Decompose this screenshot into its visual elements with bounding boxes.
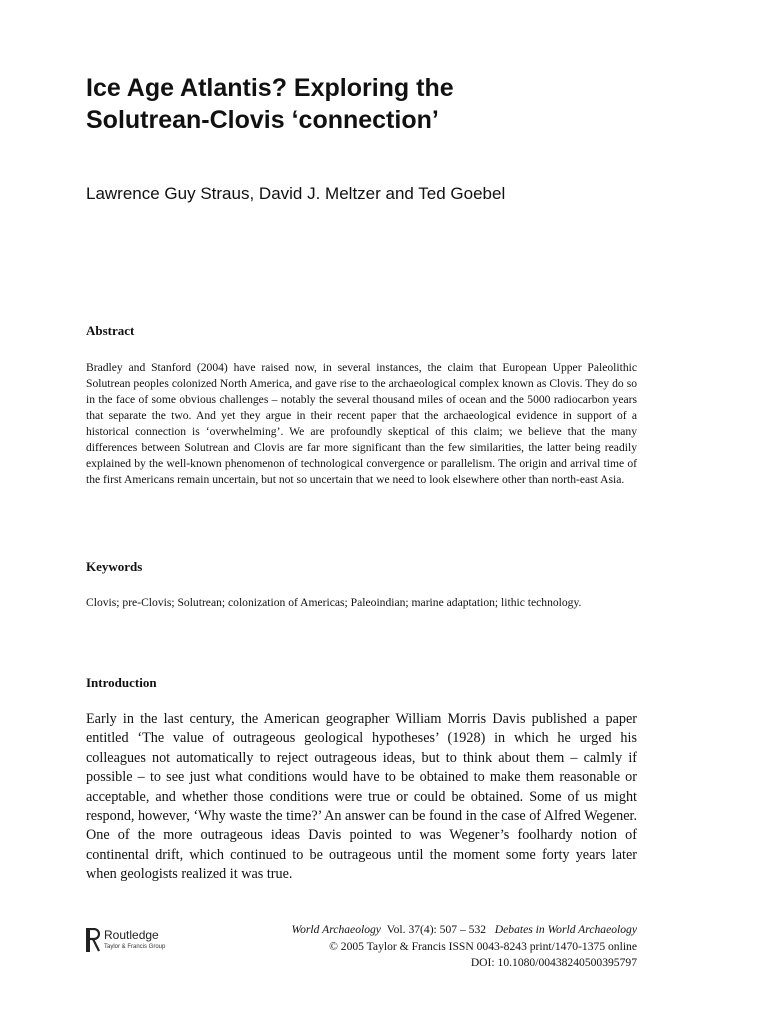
journal-name: World Archaeology [291,923,381,936]
copyright-line: © 2005 Taylor & Francis ISSN 0043-8243 print/1470-1375 online [329,939,637,953]
article-title [86,72,686,136]
article-authors: Lawrence Guy Straus, David J. Meltzer and Ted Goebel [86,184,506,203]
routledge-r-logo-icon [86,928,100,952]
citation-footer [217,922,637,972]
doi-line: DOI: 10.1080/00438240500395797 [470,956,637,969]
keywords-text: Clovis; pre-Clovis; Solutrean; colonization of Americas; Paleoindian; marine adaptation; lithic technology. [86,596,582,609]
introduction-heading: Introduction [86,675,157,690]
abstract-text: Bradley and Stanford (2004) have raised now, in several instances, the claim that European Upper Paleolithic Solutrean peoples colonized North America, and gave rise to the archaeological complex known as Clovis. They do so in the face of some obvious challenges – notably the several thousand miles of ocean and the 5000 radiocarbon years that separate the two. And yet they argue in their recent paper that the archaeological evidence in support of a historical connection is ‘overwhelming’. We are profoundly skeptical of this claim; we believe that the many differences between Solutrean and Clovis are far more significant than the few similarities, the latter being readily explained by the well-known phenomenon of technological convergence or parallelism. The origin and arrival time of the first Americans remain uncertain, but not so uncertain that we need to look elsewhere other than north-east Asia. [86,361,637,486]
article-title-line-2: Solutrean-Clovis ‘connection’ [86,106,439,134]
abstract-heading: Abstract [86,323,135,338]
publisher-logo [86,928,216,954]
journal-volume: Vol. 37(4): 507 – 532 [386,923,487,936]
introduction-text: Early in the last century, the American geographer William Morris Davis published a paper entitled ‘The value of outrageous geological hypotheses’ (1928) in which he urged his colleagues not automatically to reject outrageous ideas, but to think about them – calmly if possible – to see just what conditions would have to be obtained to make them reasonable or acceptable, and whether those conditions were true or could be obtained. Some of us might respond, however, ‘Why waste the time?’ An answer can be found in the case of Alfred Wegener. One of the more outrageous ideas Davis pointed to was Wegener’s foolhardy notion of continental drift, which continued to be outrageous until the moment some forty years later when geologists realized it was true. [86,711,637,883]
citation-line-1 [217,922,637,939]
publisher-subline: Taylor & Francis Group [104,944,166,950]
keywords-heading: Keywords [86,559,143,574]
publisher-name: Routledge [104,928,159,942]
journal-series: Debates in World Archaeology [494,923,637,936]
article-title-line-1: Ice Age Atlantis? Exploring the [86,74,454,102]
